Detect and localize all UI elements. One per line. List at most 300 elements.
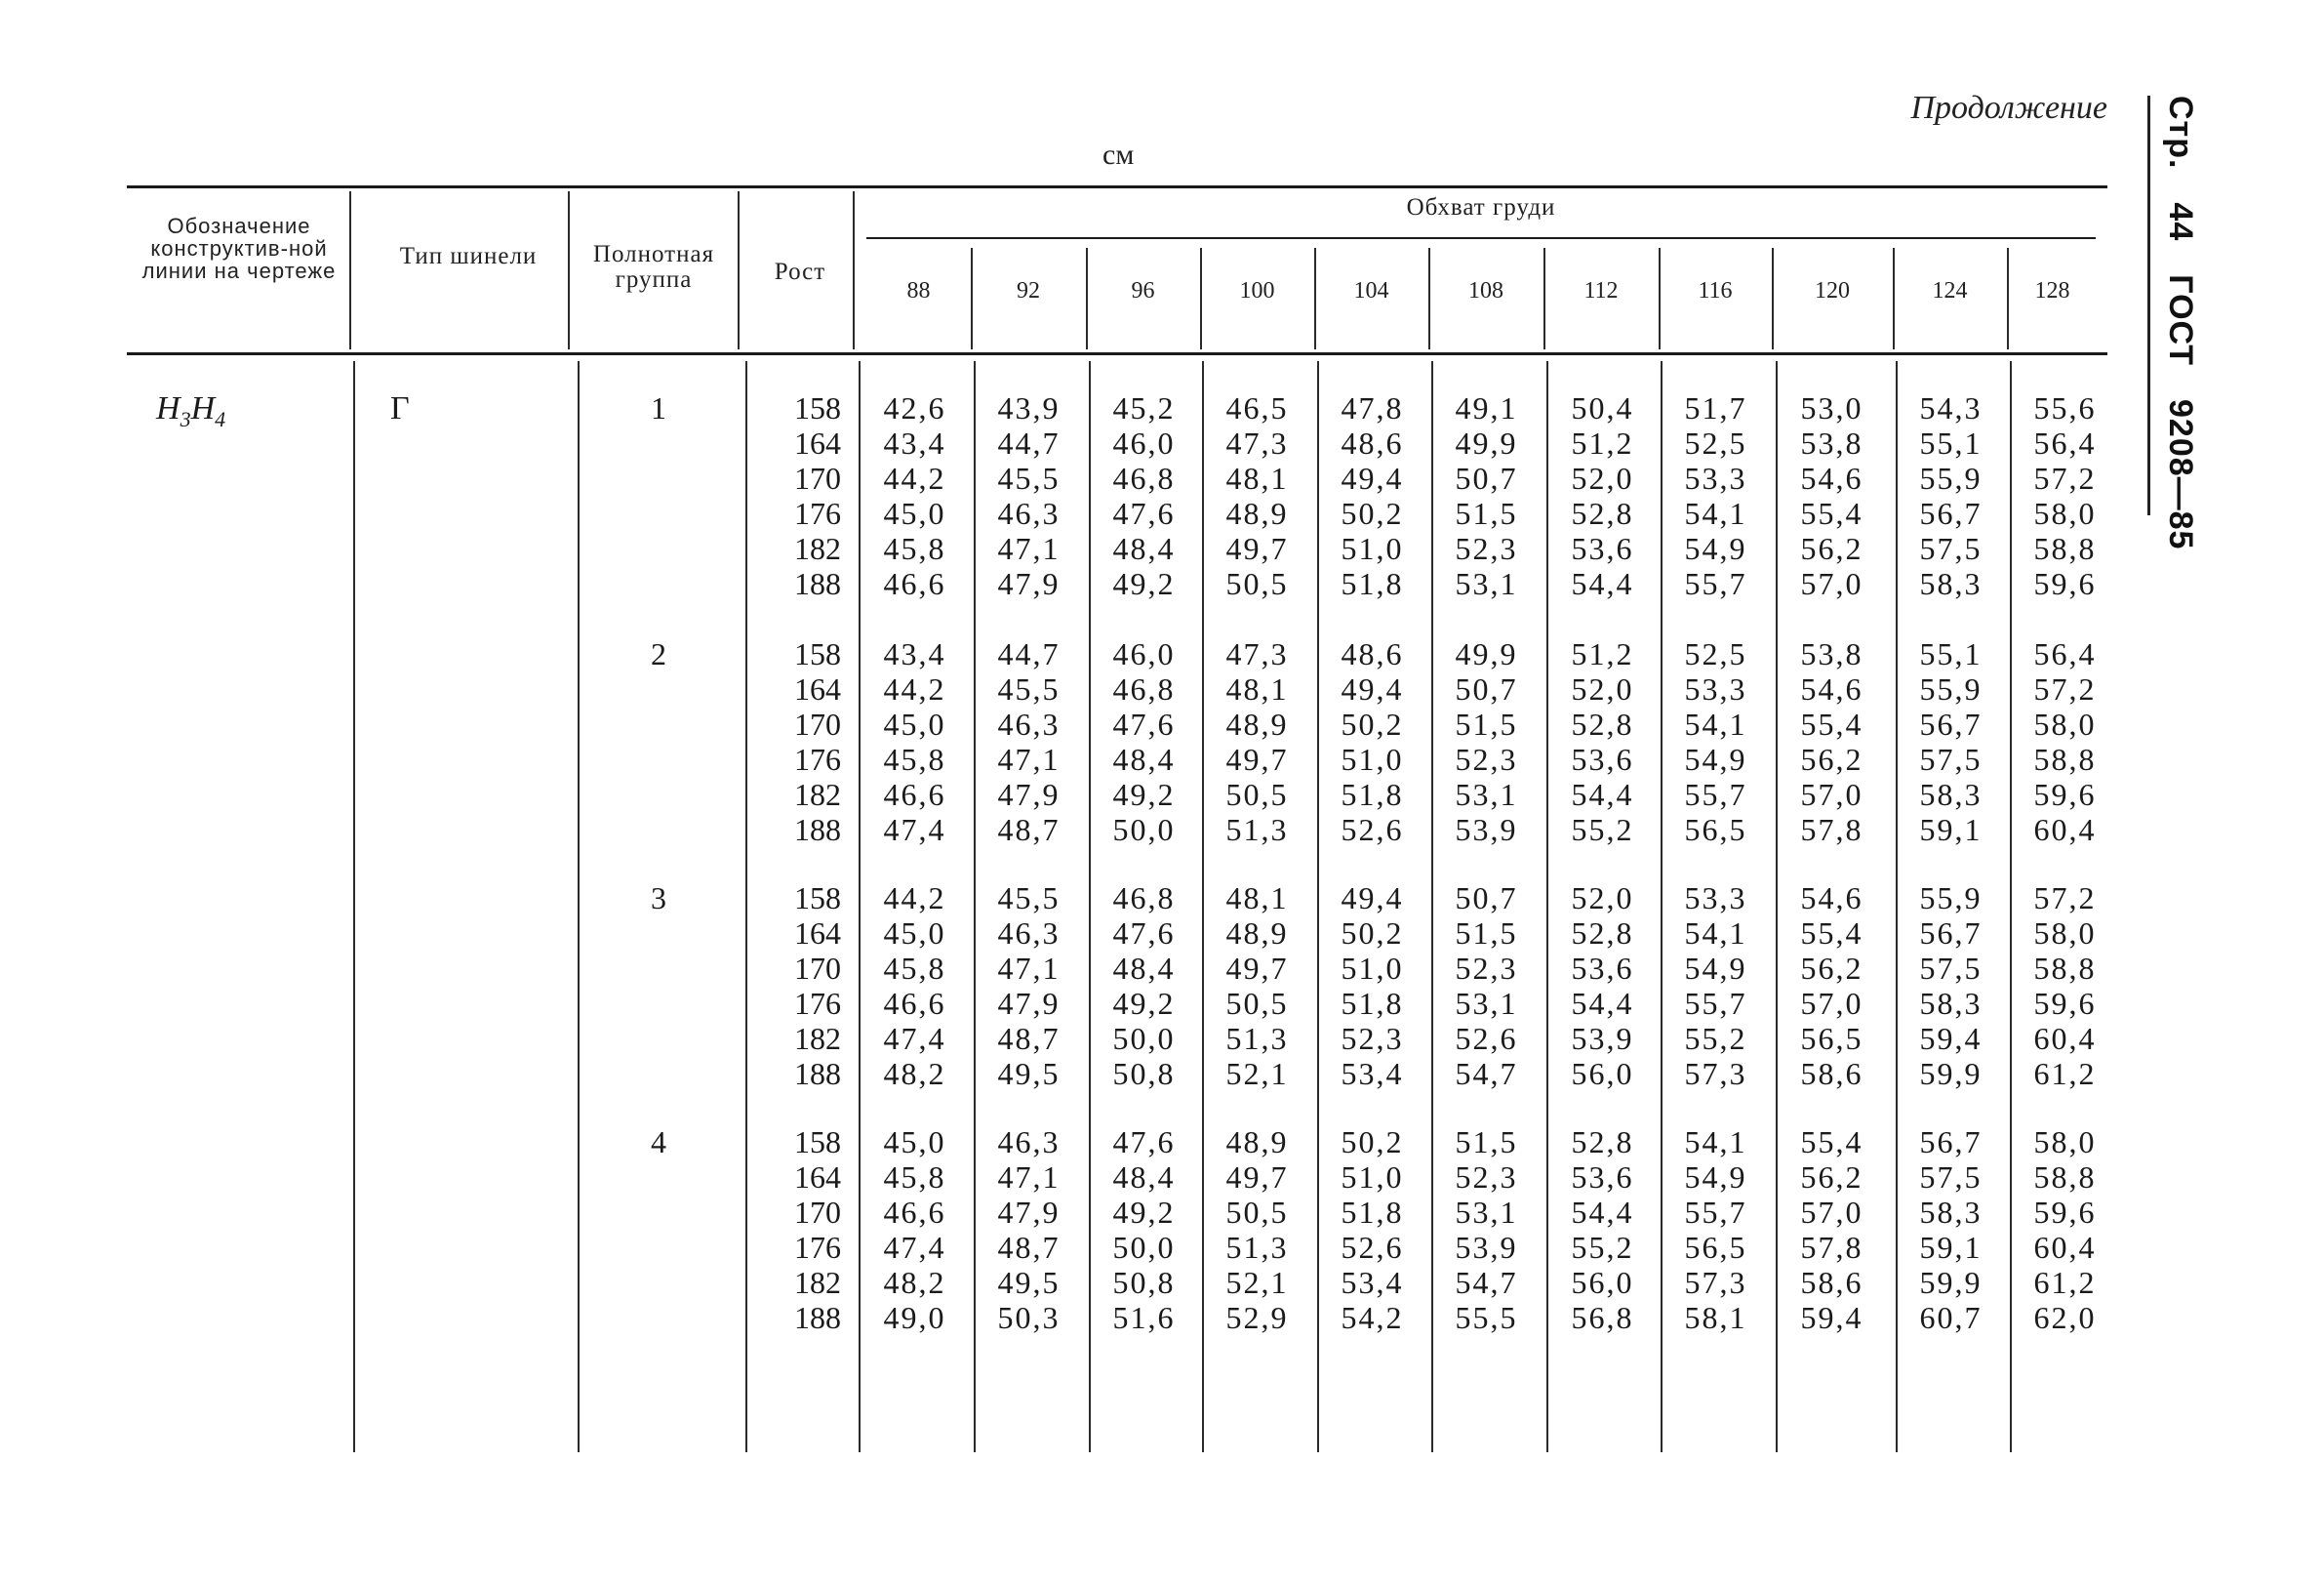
measurement-cell: 50,3: [997, 1300, 1061, 1335]
height-cell: 182: [794, 1265, 841, 1300]
measurement-cell: 55,7: [1684, 1195, 1747, 1230]
chest-size-header: 120: [1815, 278, 1850, 304]
measurement-cell: 46,3: [997, 707, 1061, 742]
measurement-cell: 53,1: [1455, 1195, 1518, 1230]
measurement-cell: 61,2: [2033, 1265, 2097, 1300]
measurement-cell: 48,9: [1225, 915, 1289, 951]
measurement-cell: 60,4: [2033, 812, 2097, 847]
measurement-cell: 46,3: [997, 496, 1061, 531]
measurement-cell: 47,9: [997, 566, 1061, 601]
measurement-cell: 48,9: [1225, 707, 1289, 742]
measurement-cell: 49,2: [1112, 566, 1176, 601]
measurement-cell: 51,7: [1684, 390, 1747, 426]
fullness-group-number: 3: [651, 880, 666, 915]
height-cell: 170: [794, 1195, 841, 1230]
chest-size-header: 116: [1698, 278, 1733, 304]
chest-size-header: 104: [1353, 278, 1389, 304]
measurement-cell: 49,2: [1112, 986, 1176, 1021]
measurement-cell: 54,4: [1571, 1195, 1634, 1230]
measurement-cell: 44,7: [997, 426, 1061, 461]
measurement-cell: 55,2: [1684, 1021, 1747, 1056]
measurement-cell: 42,6: [883, 390, 946, 426]
measurement-cell: 55,7: [1684, 777, 1747, 812]
measurement-cell: 57,2: [2033, 880, 2097, 915]
measurement-cell: 48,1: [1225, 461, 1289, 496]
measurement-cell: 58,0: [2033, 707, 2097, 742]
measurement-cell: 56,2: [1800, 742, 1863, 777]
height-cell: 188: [794, 812, 841, 847]
measurement-cell: 45,5: [997, 671, 1061, 707]
header-group: Полнотная группа: [592, 241, 715, 294]
measurement-cell: 56,8: [1571, 1300, 1634, 1335]
measurement-cell: 60,4: [2033, 1230, 2097, 1265]
measurement-cell: 46,8: [1112, 461, 1176, 496]
measurement-cell: 48,9: [1225, 1124, 1289, 1159]
body-column-rule: [1546, 361, 1548, 1452]
measurement-cell: 60,4: [2033, 1021, 2097, 1056]
measurement-cell: 50,0: [1112, 812, 1176, 847]
measurement-cell: 51,0: [1341, 1159, 1404, 1195]
measurement-cell: 53,0: [1800, 390, 1863, 426]
measurement-cell: 44,7: [997, 636, 1061, 671]
measurement-cell: 59,9: [1919, 1056, 1983, 1091]
standard-number: 9208—85: [2162, 399, 2199, 550]
chest-column-rule: [1086, 248, 1088, 349]
measurement-cell: 50,8: [1112, 1265, 1176, 1300]
measurement-cell: 55,1: [1919, 426, 1983, 461]
measurement-cell: 53,6: [1571, 951, 1634, 986]
measurement-cell: 55,4: [1800, 496, 1863, 531]
measurement-cell: 56,7: [1919, 496, 1983, 531]
body-column-rule: [578, 361, 580, 1452]
measurement-cell: 47,9: [997, 777, 1061, 812]
measurement-cell: 59,6: [2033, 1195, 2097, 1230]
measurement-cell: 58,0: [2033, 496, 2097, 531]
measurement-cell: 50,2: [1341, 496, 1404, 531]
height-cell: 176: [794, 742, 841, 777]
measurement-cell: 53,9: [1571, 1021, 1634, 1056]
measurement-cell: 51,3: [1225, 812, 1289, 847]
measurement-cell: 48,1: [1225, 880, 1289, 915]
measurement-cell: 47,3: [1225, 426, 1289, 461]
measurement-cell: 55,4: [1800, 915, 1863, 951]
measurement-cell: 58,0: [2033, 1124, 2097, 1159]
measurement-cell: 46,3: [997, 1124, 1061, 1159]
measurement-cell: 49,7: [1225, 951, 1289, 986]
measurement-cell: 47,9: [997, 1195, 1061, 1230]
measurement-cell: 43,9: [997, 390, 1061, 426]
column-rule: [349, 191, 351, 349]
chest-size-header: 92: [1017, 278, 1040, 304]
measurement-cell: 56,2: [1800, 1159, 1863, 1195]
measurement-cell: 54,9: [1684, 951, 1747, 986]
measurement-cell: 53,8: [1800, 426, 1863, 461]
measurement-cell: 52,8: [1571, 496, 1634, 531]
measurement-cell: 52,3: [1455, 742, 1518, 777]
measurement-cell: 50,7: [1455, 880, 1518, 915]
body-column-rule: [1661, 361, 1663, 1452]
measurement-cell: 44,2: [883, 461, 946, 496]
measurement-cell: 45,5: [997, 880, 1061, 915]
measurement-cell: 48,6: [1341, 636, 1404, 671]
measurement-cell: 51,5: [1455, 707, 1518, 742]
measurement-cell: 51,0: [1341, 951, 1404, 986]
measurement-cell: 55,7: [1684, 986, 1747, 1021]
measurement-cell: 56,5: [1684, 812, 1747, 847]
chest-column-rule: [1772, 248, 1774, 349]
designation-letter-1: Н: [156, 390, 180, 426]
measurement-cell: 57,3: [1684, 1056, 1747, 1091]
measurement-cell: 58,6: [1800, 1056, 1863, 1091]
measurement-cell: 48,4: [1112, 951, 1176, 986]
measurement-cell: 52,3: [1455, 951, 1518, 986]
measurement-cell: 58,8: [2033, 531, 2097, 566]
header-type: Тип шинели: [399, 243, 538, 269]
body-column-rule: [1089, 361, 1091, 1452]
measurement-cell: 59,1: [1919, 1230, 1983, 1265]
measurement-cell: 46,0: [1112, 636, 1176, 671]
measurement-cell: 45,8: [883, 1159, 946, 1195]
measurement-cell: 49,7: [1225, 742, 1289, 777]
measurement-cell: 46,6: [883, 566, 946, 601]
measurement-cell: 48,1: [1225, 671, 1289, 707]
measurement-cell: 47,6: [1112, 707, 1176, 742]
fullness-group-number: 2: [651, 636, 666, 671]
body-column-rule: [1896, 361, 1898, 1452]
height-cell: 188: [794, 566, 841, 601]
measurement-cell: 52,8: [1571, 915, 1634, 951]
measurement-cell: 54,9: [1684, 742, 1747, 777]
measurement-cell: 51,8: [1341, 566, 1404, 601]
chest-column-rule: [1543, 248, 1545, 349]
measurement-cell: 55,4: [1800, 707, 1863, 742]
measurement-cell: 54,1: [1684, 496, 1747, 531]
measurement-cell: 46,5: [1225, 390, 1289, 426]
measurement-cell: 53,3: [1684, 461, 1747, 496]
measurement-cell: 53,6: [1571, 742, 1634, 777]
measurement-cell: 56,7: [1919, 707, 1983, 742]
measurement-cell: 52,5: [1684, 636, 1747, 671]
measurement-cell: 52,0: [1571, 671, 1634, 707]
measurement-cell: 52,1: [1225, 1056, 1289, 1091]
measurement-cell: 52,9: [1225, 1300, 1289, 1335]
measurement-cell: 59,6: [2033, 777, 2097, 812]
header-height: Рост: [774, 259, 826, 285]
measurement-cell: 57,5: [1919, 951, 1983, 986]
measurement-cell: 59,1: [1919, 812, 1983, 847]
measurement-cell: 54,6: [1800, 461, 1863, 496]
measurement-cell: 47,4: [883, 812, 946, 847]
measurement-cell: 53,6: [1571, 531, 1634, 566]
measurement-cell: 52,6: [1341, 1230, 1404, 1265]
measurement-cell: 50,5: [1225, 566, 1289, 601]
chest-size-header: 124: [1932, 278, 1968, 304]
measurement-cell: 50,5: [1225, 1195, 1289, 1230]
measurement-cell: 48,6: [1341, 426, 1404, 461]
coat-type-value: Г: [390, 390, 410, 426]
measurement-cell: 45,8: [883, 951, 946, 986]
height-cell: 182: [794, 531, 841, 566]
measurement-cell: 54,7: [1455, 1056, 1518, 1091]
height-cell: 158: [794, 636, 841, 671]
measurement-cell: 48,4: [1112, 1159, 1176, 1195]
unit-label: см: [1102, 139, 1135, 171]
measurement-cell: 57,2: [2033, 671, 2097, 707]
designation-sub-1: 3: [180, 406, 191, 431]
header-bottom-rule: [127, 352, 2107, 355]
measurement-cell: 56,4: [2033, 426, 2097, 461]
measurement-cell: 52,8: [1571, 707, 1634, 742]
measurement-cell: 51,3: [1225, 1021, 1289, 1056]
fullness-group-number: 4: [651, 1124, 666, 1159]
measurement-cell: 44,2: [883, 880, 946, 915]
measurement-cell: 51,5: [1455, 1124, 1518, 1159]
body-column-rule: [2010, 361, 2012, 1452]
measurement-cell: 43,4: [883, 426, 946, 461]
measurement-cell: 55,4: [1800, 1124, 1863, 1159]
measurement-cell: 45,8: [883, 742, 946, 777]
height-cell: 170: [794, 951, 841, 986]
page-number: 44: [2162, 202, 2199, 242]
measurement-cell: 55,9: [1919, 461, 1983, 496]
height-cell: 182: [794, 777, 841, 812]
measurement-cell: 47,4: [883, 1021, 946, 1056]
chest-size-header: 108: [1468, 278, 1503, 304]
measurement-cell: 54,1: [1684, 915, 1747, 951]
measurement-cell: 53,1: [1455, 986, 1518, 1021]
measurement-cell: 56,2: [1800, 531, 1863, 566]
chest-column-rule: [1659, 248, 1661, 349]
measurement-cell: 53,9: [1455, 812, 1518, 847]
chest-size-header: 128: [2034, 278, 2070, 304]
measurement-cell: 49,5: [997, 1056, 1061, 1091]
measurement-cell: 49,0: [883, 1300, 946, 1335]
measurement-cell: 57,8: [1800, 812, 1863, 847]
measurement-cell: 57,8: [1800, 1230, 1863, 1265]
measurement-cell: 52,6: [1455, 1021, 1518, 1056]
measurement-cell: 47,4: [883, 1230, 946, 1265]
height-cell: 188: [794, 1300, 841, 1335]
measurement-cell: 54,6: [1800, 880, 1863, 915]
measurement-cell: 48,2: [883, 1056, 946, 1091]
measurement-cell: 52,8: [1571, 1124, 1634, 1159]
measurement-cell: 51,0: [1341, 531, 1404, 566]
measurement-cell: 51,8: [1341, 777, 1404, 812]
measurement-cell: 50,7: [1455, 671, 1518, 707]
measurement-cell: 52,3: [1455, 531, 1518, 566]
measurement-cell: 49,9: [1455, 636, 1518, 671]
standard-label: ГОСТ: [2162, 274, 2199, 366]
measurement-cell: 51,5: [1455, 496, 1518, 531]
measurement-cell: 49,7: [1225, 1159, 1289, 1195]
height-cell: 158: [794, 1124, 841, 1159]
measurement-cell: 54,1: [1684, 1124, 1747, 1159]
measurement-cell: 47,6: [1112, 496, 1176, 531]
height-cell: 158: [794, 880, 841, 915]
measurement-cell: 53,4: [1341, 1056, 1404, 1091]
measurement-cell: 54,7: [1455, 1265, 1518, 1300]
designation-letter-2: Н: [190, 390, 216, 426]
measurement-cell: 56,7: [1919, 1124, 1983, 1159]
measurement-cell: 48,2: [883, 1265, 946, 1300]
measurement-cell: 57,0: [1800, 986, 1863, 1021]
measurement-cell: 48,7: [997, 1021, 1061, 1056]
measurement-cell: 58,3: [1919, 566, 1983, 601]
measurement-cell: 53,1: [1455, 566, 1518, 601]
header-chest: Обхват груди: [1406, 194, 1556, 221]
measurement-cell: 58,0: [2033, 915, 2097, 951]
measurement-cell: 49,1: [1455, 390, 1518, 426]
side-page-header-text: [2161, 96, 2199, 583]
measurement-cell: 53,9: [1455, 1230, 1518, 1265]
measurement-cell: 56,0: [1571, 1056, 1634, 1091]
measurement-cell: 55,9: [1919, 671, 1983, 707]
measurement-cell: 48,4: [1112, 531, 1176, 566]
height-cell: 170: [794, 707, 841, 742]
measurement-cell: 50,2: [1341, 707, 1404, 742]
measurement-cell: 47,6: [1112, 1124, 1176, 1159]
measurement-cell: 59,9: [1919, 1265, 1983, 1300]
height-cell: 176: [794, 986, 841, 1021]
measurement-cell: 59,6: [2033, 566, 2097, 601]
measurement-cell: 47,8: [1341, 390, 1404, 426]
measurement-cell: 58,3: [1919, 1195, 1983, 1230]
height-cell: 164: [794, 671, 841, 707]
measurement-cell: 56,0: [1571, 1265, 1634, 1300]
chest-column-rule: [1200, 248, 1202, 349]
page-label: Стр.: [2162, 96, 2199, 170]
measurement-cell: 58,3: [1919, 986, 1983, 1021]
measurement-cell: 57,5: [1919, 531, 1983, 566]
chest-size-header: 96: [1131, 278, 1155, 304]
body-column-rule: [859, 361, 861, 1452]
measurement-cell: 53,1: [1455, 777, 1518, 812]
measurement-cell: 55,2: [1571, 1230, 1634, 1265]
body-column-rule: [1776, 361, 1778, 1452]
measurement-cell: 58,6: [1800, 1265, 1863, 1300]
measurement-cell: 59,6: [2033, 986, 2097, 1021]
measurement-cell: 56,4: [2033, 636, 2097, 671]
measurement-cell: 55,2: [1571, 812, 1634, 847]
column-rule: [738, 191, 740, 349]
measurement-cell: 54,3: [1919, 390, 1983, 426]
measurement-cell: 53,8: [1800, 636, 1863, 671]
measurement-cell: 59,4: [1919, 1021, 1983, 1056]
designation-sub-2: 4: [215, 406, 226, 431]
measurement-cell: 50,5: [1225, 986, 1289, 1021]
measurement-cell: 48,9: [1225, 496, 1289, 531]
measurement-cell: 43,4: [883, 636, 946, 671]
measurement-cell: 57,0: [1800, 1195, 1863, 1230]
measurement-cell: 46,3: [997, 915, 1061, 951]
measurement-cell: 47,3: [1225, 636, 1289, 671]
measurement-cell: 46,0: [1112, 426, 1176, 461]
measurement-cell: 59,4: [1800, 1300, 1863, 1335]
measurement-cell: 46,6: [883, 1195, 946, 1230]
measurement-cell: 54,4: [1571, 566, 1634, 601]
measurement-cell: 55,7: [1684, 566, 1747, 601]
measurement-cell: 55,1: [1919, 636, 1983, 671]
measurement-cell: 49,2: [1112, 777, 1176, 812]
measurement-cell: 57,0: [1800, 777, 1863, 812]
measurement-cell: 46,6: [883, 777, 946, 812]
table-top-rule: [127, 185, 2107, 188]
measurement-cell: 45,0: [883, 915, 946, 951]
body-column-rule: [745, 361, 747, 1452]
measurement-cell: 47,1: [997, 1159, 1061, 1195]
height-cell: 176: [794, 1230, 841, 1265]
measurement-cell: 48,4: [1112, 742, 1176, 777]
measurement-cell: 51,8: [1341, 986, 1404, 1021]
measurement-cell: 49,5: [997, 1265, 1061, 1300]
measurement-cell: 53,3: [1684, 671, 1747, 707]
measurement-cell: 50,2: [1341, 915, 1404, 951]
measurement-cell: 61,2: [2033, 1056, 2097, 1091]
measurement-cell: 45,0: [883, 707, 946, 742]
measurement-cell: 46,8: [1112, 671, 1176, 707]
continuation-label: Продолжение: [1910, 90, 2107, 126]
chest-column-rule: [1314, 248, 1316, 349]
measurement-cell: 51,3: [1225, 1230, 1289, 1265]
chest-column-rule: [971, 248, 973, 349]
measurement-cell: 55,9: [1919, 880, 1983, 915]
body-column-rule: [1317, 361, 1319, 1452]
measurement-cell: 51,0: [1341, 742, 1404, 777]
measurement-cell: 50,0: [1112, 1021, 1176, 1056]
chest-column-rule: [2007, 248, 2009, 349]
measurement-cell: 52,6: [1341, 812, 1404, 847]
measurement-cell: 52,3: [1455, 1159, 1518, 1195]
measurement-cell: 58,8: [2033, 742, 2097, 777]
measurement-cell: 48,7: [997, 812, 1061, 847]
side-page-header: [2160, 96, 2199, 550]
body-column-rule: [353, 361, 355, 1452]
measurement-cell: 57,2: [2033, 461, 2097, 496]
measurement-cell: 52,0: [1571, 461, 1634, 496]
measurement-cell: 58,8: [2033, 951, 2097, 986]
column-rule: [853, 191, 855, 349]
measurement-cell: 58,1: [1684, 1300, 1747, 1335]
measurement-cell: 48,7: [997, 1230, 1061, 1265]
height-cell: 164: [794, 915, 841, 951]
measurement-cell: 51,2: [1571, 636, 1634, 671]
measurement-cell: 47,1: [997, 742, 1061, 777]
measurement-cell: 55,5: [1455, 1300, 1518, 1335]
measurement-cell: 51,8: [1341, 1195, 1404, 1230]
body-column-rule: [974, 361, 976, 1452]
measurement-cell: 46,8: [1112, 880, 1176, 915]
measurement-cell: 57,3: [1684, 1265, 1747, 1300]
measurement-cell: 52,5: [1684, 426, 1747, 461]
measurement-cell: 54,4: [1571, 777, 1634, 812]
measurement-cell: 58,3: [1919, 777, 1983, 812]
side-rule: [2147, 96, 2150, 515]
height-cell: 164: [794, 426, 841, 461]
body-column-rule: [1431, 361, 1433, 1452]
chest-size-header: 112: [1583, 278, 1619, 304]
measurement-cell: 54,2: [1341, 1300, 1404, 1335]
measurement-cell: 52,0: [1571, 880, 1634, 915]
height-cell: 176: [794, 496, 841, 531]
measurement-cell: 56,5: [1800, 1021, 1863, 1056]
measurement-cell: 62,0: [2033, 1300, 2097, 1335]
measurement-cell: 51,2: [1571, 426, 1634, 461]
height-cell: 158: [794, 390, 841, 426]
measurement-cell: 57,5: [1919, 742, 1983, 777]
measurement-cell: 49,4: [1341, 671, 1404, 707]
measurement-cell: 47,1: [997, 951, 1061, 986]
measurement-cell: 54,1: [1684, 707, 1747, 742]
